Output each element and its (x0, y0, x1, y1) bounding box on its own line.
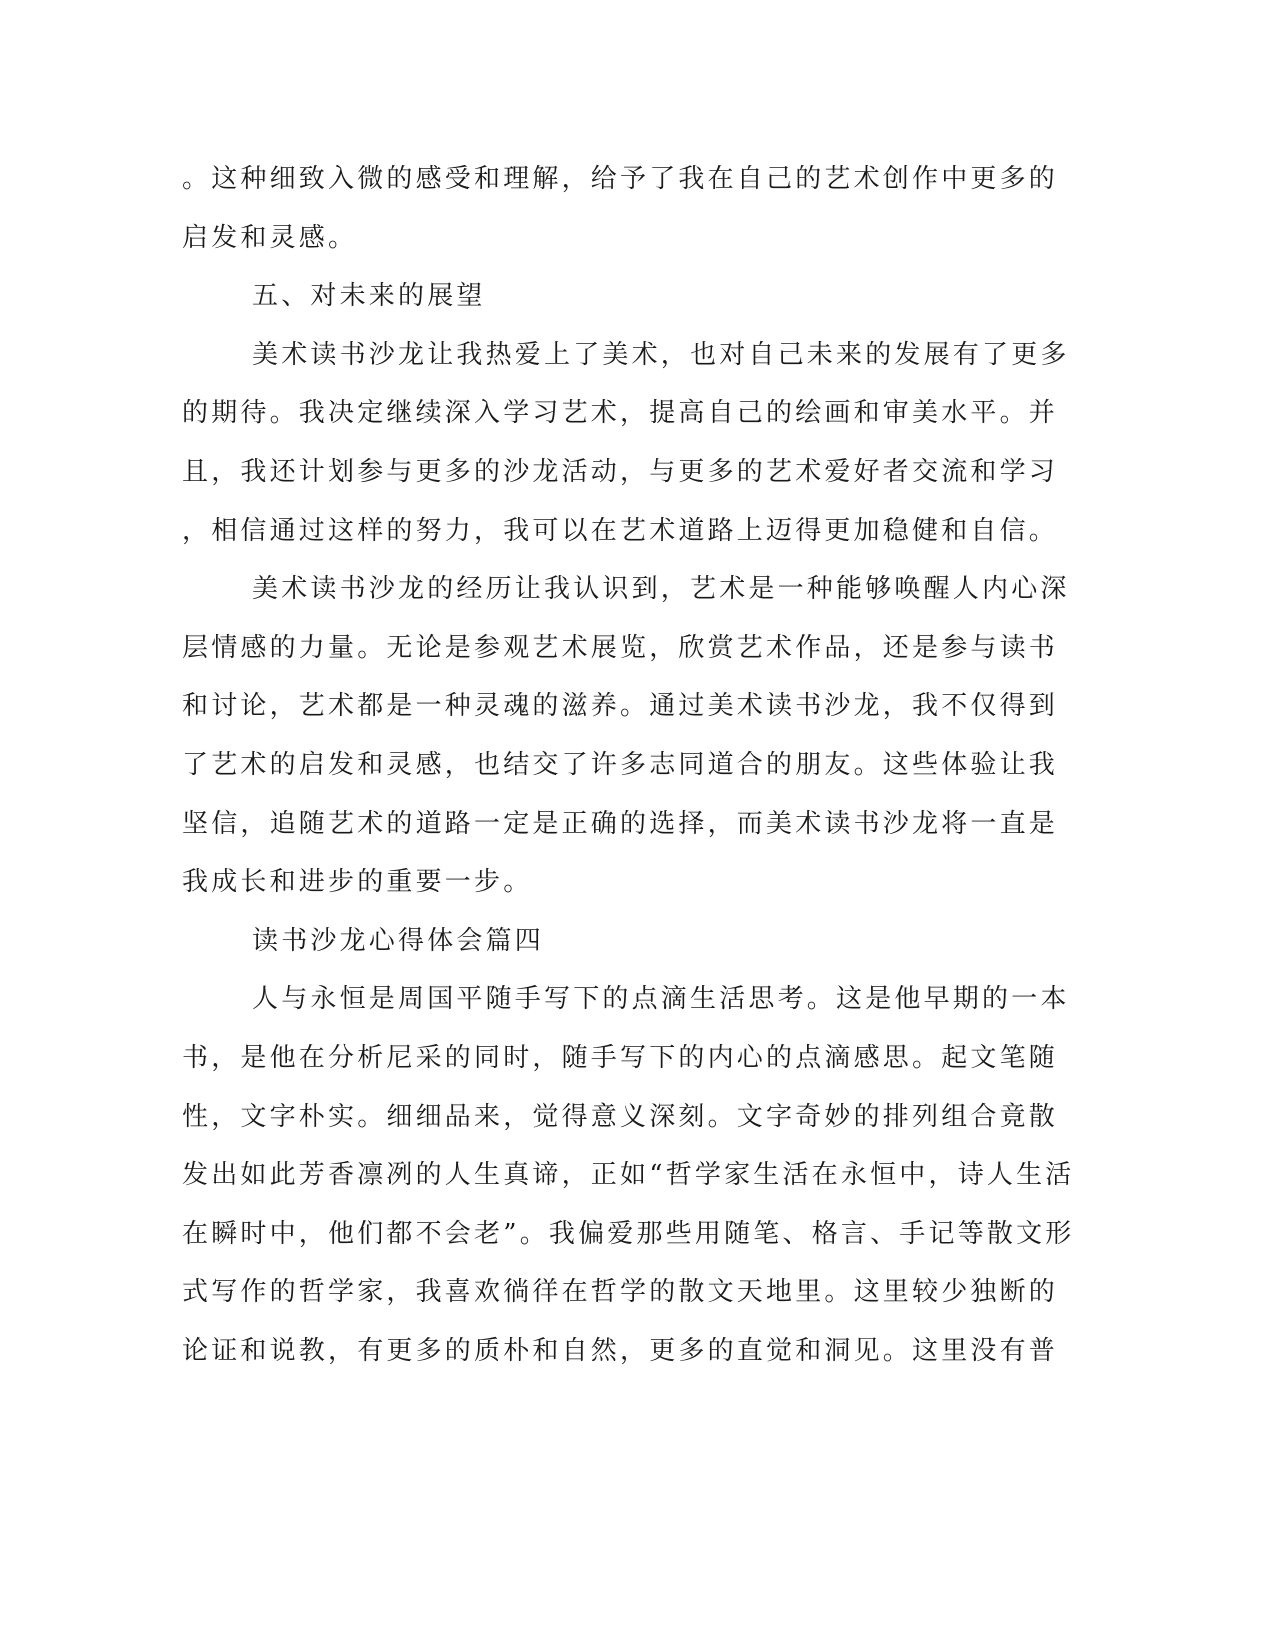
text-line: 在瞬时中，他们都不会老”。我偏爱那些用随笔、格言、手记等散文形 (182, 1218, 1075, 1249)
text-line: 我成长和进步的重要一步。 (182, 867, 533, 898)
text-line: 启发和灵感。 (182, 222, 358, 253)
text-line: 。这种细致入微的感受和理解，给予了我在自己的艺术创作中更多的 (182, 164, 1059, 194)
text-line: 美术读书沙龙的经历让我认识到，艺术是一种能够唤醒人内心深 (252, 574, 1070, 605)
text-line: 性，文字朴实。细细品来，觉得意义深刻。文字奇妙的排列组合竟散 (182, 1101, 1059, 1132)
text-line: 坚信，追随艺术的道路一定是正确的选择，而美术读书沙龙将一直是 (182, 808, 1059, 839)
text-line: 式写作的哲学家，我喜欢徜徉在哲学的散文天地里。这里较少独断的 (182, 1277, 1059, 1308)
text-line: 了艺术的启发和灵感，也结交了许多志同道合的朋友。这些体验让我 (182, 749, 1059, 780)
text-line: 发出如此芳香凛冽的人生真谛，正如“哲学家生活在永恒中，诗人生活 (182, 1160, 1075, 1191)
text-line: 且，我还计划参与更多的沙龙活动，与更多的艺术爱好者交流和学习 (182, 456, 1059, 487)
text-line: 书，是他在分析尼采的同时，随手写下的内心的点滴感思。起文笔随 (182, 1042, 1059, 1073)
section-heading: 读书沙龙心得体会篇四 (252, 925, 545, 956)
text-line: 美术读书沙龙让我热爱上了美术，也对自己未来的发展有了更多 (252, 339, 1070, 370)
text-line: 和讨论，艺术都是一种灵魂的滋养。通过美术读书沙龙，我不仅得到 (182, 691, 1059, 722)
text-line: 的期待。我决定继续深入学习艺术，提高自己的绘画和审美水平。并 (182, 398, 1059, 429)
text-line: 人与永恒是周国平随手写下的点滴生活思考。这是他早期的一本 (252, 984, 1070, 1015)
document-page (182, 150, 1075, 1380)
text-line: 论证和说教，有更多的质朴和自然，更多的直觉和洞见。这里没有普 (182, 1335, 1059, 1366)
section-heading: 五、对未来的展望 (252, 281, 486, 312)
text-line: 层情感的力量。无论是参观艺术展览，欣赏艺术作品，还是参与读书 (182, 632, 1059, 663)
text-line: ，相信通过这样的努力，我可以在艺术道路上迈得更加稳健和自信。 (182, 515, 1059, 546)
